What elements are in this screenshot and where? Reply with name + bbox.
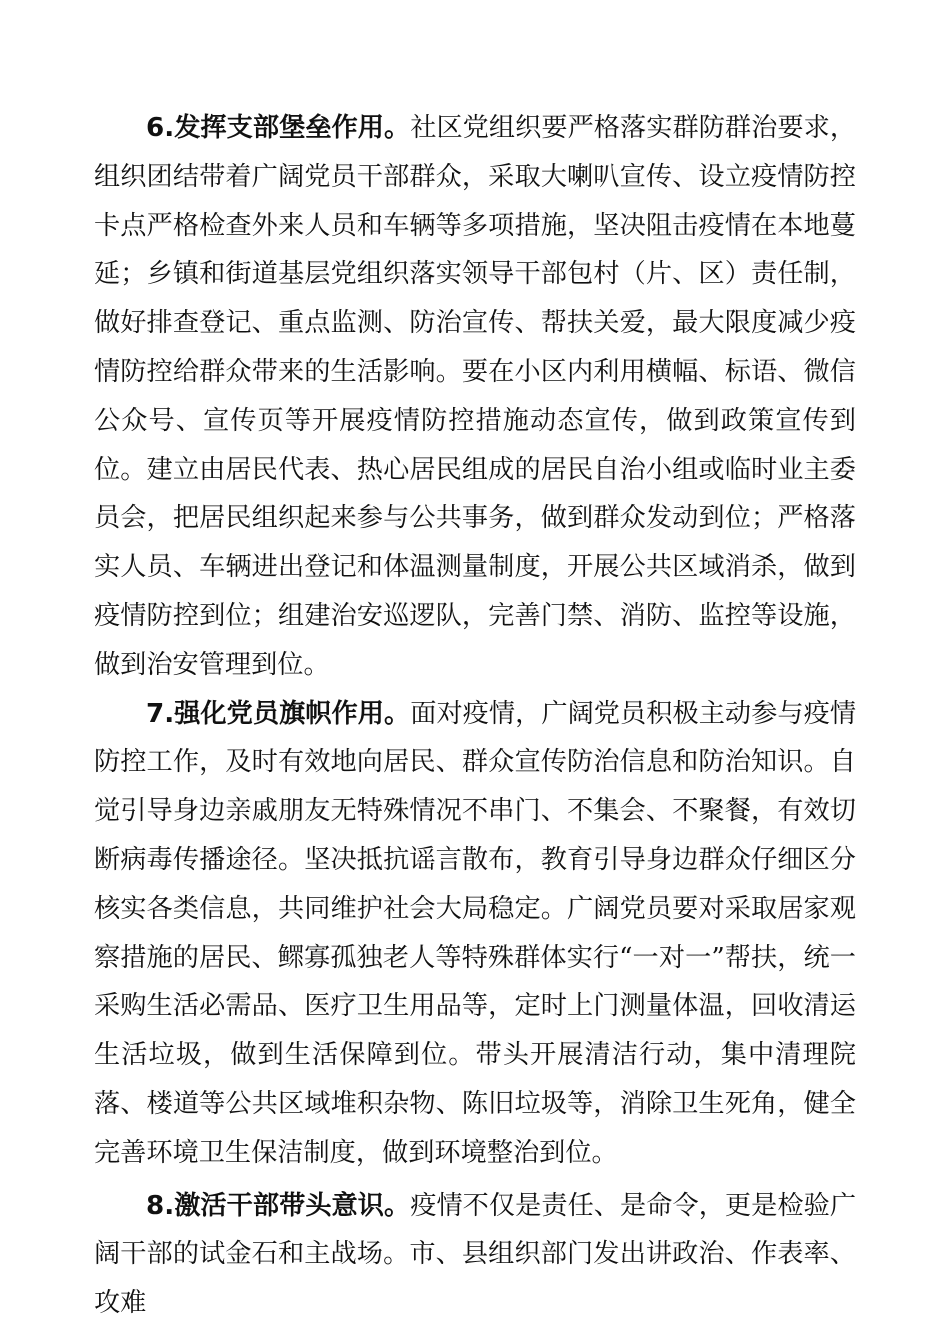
paragraph-7 <box>94 690 856 1178</box>
paragraph-body: 面对疫情，广阔党员积极主动参与疫情防控工作，及时有效地向居民、群众宣传防治信息和防治知识。自觉引导身边亲戚朋友无特殊情况不串门、不集会、不聚餐，有效切断病毒传播途径。坚决抵抗谣言散布，教育引导身边群众仔细区分核实各类信息，共同维护社会大局稳定。广阔党员要对采取居家观察措施的居民、鳏寡孤独老人等特殊群体实行“一对一”帮扶，统一采购生活必需品、医疗卫生用品等，定时上门测量体温，回收清运生活垃圾，做到生活保障到位。带头开展清洁行动，集中清理院落、楼道等公共区域堆积杂物、陈旧垃圾等，消除卫生死角，健全完善环境卫生保洁制度，做到环境整治到位。 <box>94 698 857 1168</box>
paragraph-body: 疫情不仅是责任、是命令，更是检验广阔干部的试金石和主战场。市、县组织部门发出讲政治、作表率、攻难 <box>94 1190 857 1319</box>
paragraph-heading: 强化党员旗帜作用。 <box>174 698 411 729</box>
paragraph-number: 7. <box>146 698 175 729</box>
document-page <box>94 104 856 1328</box>
paragraph-body: 社区党组织要严格落实群防群治要求，组织团结带着广阔党员干部群众，采取大喇叭宣传、设立疫情防控卡点严格检查外来人员和车辆等多项措施，坚决阻击疫情在本地蔓延；乡镇和街道基层党组织落实领导干部包村（片、区）责任制，做好排查登记、重点监测、防治宣传、帮扶关爱，最大限度减少疫情防控给群众带来的生活影响。要在小区内利用横幅、标语、微信公众号、宣传页等开展疫情防控措施动态宣传，做到政策宣传到位。建立由居民代表、热心居民组成的居民自治小组或临时业主委员会，把居民组织起来参与公共事务，做到群众发动到位；严格落实人员、车辆进出登记和体温测量制度，开展公共区域消杀，做到疫情防控到位；组建治安巡逻队，完善门禁、消防、监控等设施，做到治安管理到位。 <box>94 113 857 680</box>
paragraph-6 <box>94 104 856 690</box>
paragraph-number: 6. <box>146 113 175 143</box>
paragraph-8 <box>94 1182 856 1328</box>
paragraph-number: 8. <box>146 1190 175 1221</box>
paragraph-heading: 激活干部带头意识。 <box>174 1190 411 1221</box>
paragraph-heading: 发挥支部堡垒作用。 <box>174 113 411 143</box>
